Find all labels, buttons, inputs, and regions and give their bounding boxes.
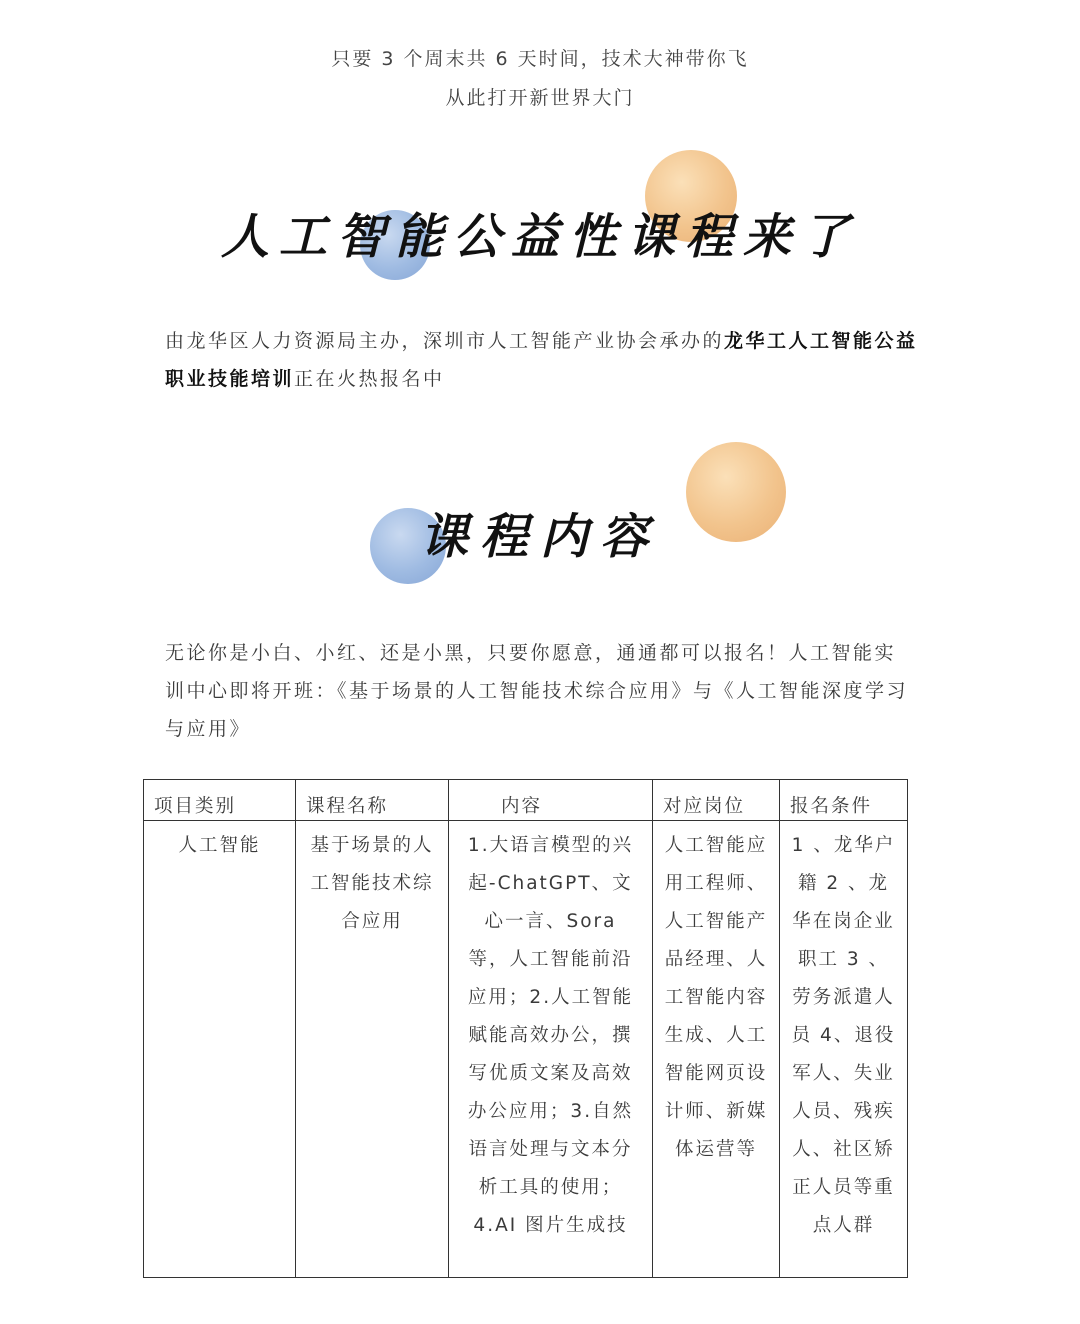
course-table	[143, 779, 908, 1278]
table-row	[144, 821, 908, 1278]
cell-requirements: 1 、龙华户籍 2 、龙华在岗企业职工 3 、劳务派遣人员 4、退役军人、失业人员、残疾人、社区矫正人员等重点人群	[780, 821, 908, 1278]
course-description-paragraph: 无论你是小白、小红、还是小黑，只要你愿意，通通都可以报名！人工智能实训中心即将开班：《基于场景的人工智能技术综合应用》与《人工智能深度学习与应用》	[165, 642, 909, 740]
section-headline-courses-arrive: 人工智能公益性课程来了	[220, 209, 859, 265]
header-category: 项目类别	[144, 780, 296, 821]
intro-line-2: 从此打开新世界大门	[445, 87, 635, 109]
header-positions: 对应岗位	[653, 780, 780, 821]
cell-positions: 人工智能应用工程师、人工智能产品经理、人工智能内容生成、人工智能网页设计师、新媒体运营等	[653, 821, 780, 1278]
header-content: 内容	[449, 780, 653, 821]
cell-category: 人工智能	[144, 821, 296, 1278]
highlighted-program-name: 龙华工人工智能公益职业技能培训	[165, 330, 918, 390]
paragraph-text: 由龙华区人力资源局主办，深圳市人工智能产业协会承办的	[165, 330, 725, 352]
cell-course-name: 基于场景的人工智能技术综合应用	[296, 821, 449, 1278]
header-course-name: 课程名称	[296, 780, 449, 821]
paragraph-text-end: 正在火热报名中	[294, 368, 445, 390]
section-headline-course-content: 课程内容	[419, 509, 660, 565]
intro-paragraph	[165, 322, 925, 398]
intro-line-1: 只要 3 个周末共 6 天时间，技术大神带你飞	[331, 48, 749, 70]
table-header-row	[144, 780, 908, 821]
header-requirements: 报名条件	[780, 780, 908, 821]
cell-content: 1.大语言模型的兴起-ChatGPT、文心一言、Sora 等，人工智能前沿应用；2.人工智能赋能高效办公，撰写优质文案及高效办公应用；3.自然语言处理与文本分析工具的使用；4.AI 图片生成技	[449, 821, 653, 1278]
